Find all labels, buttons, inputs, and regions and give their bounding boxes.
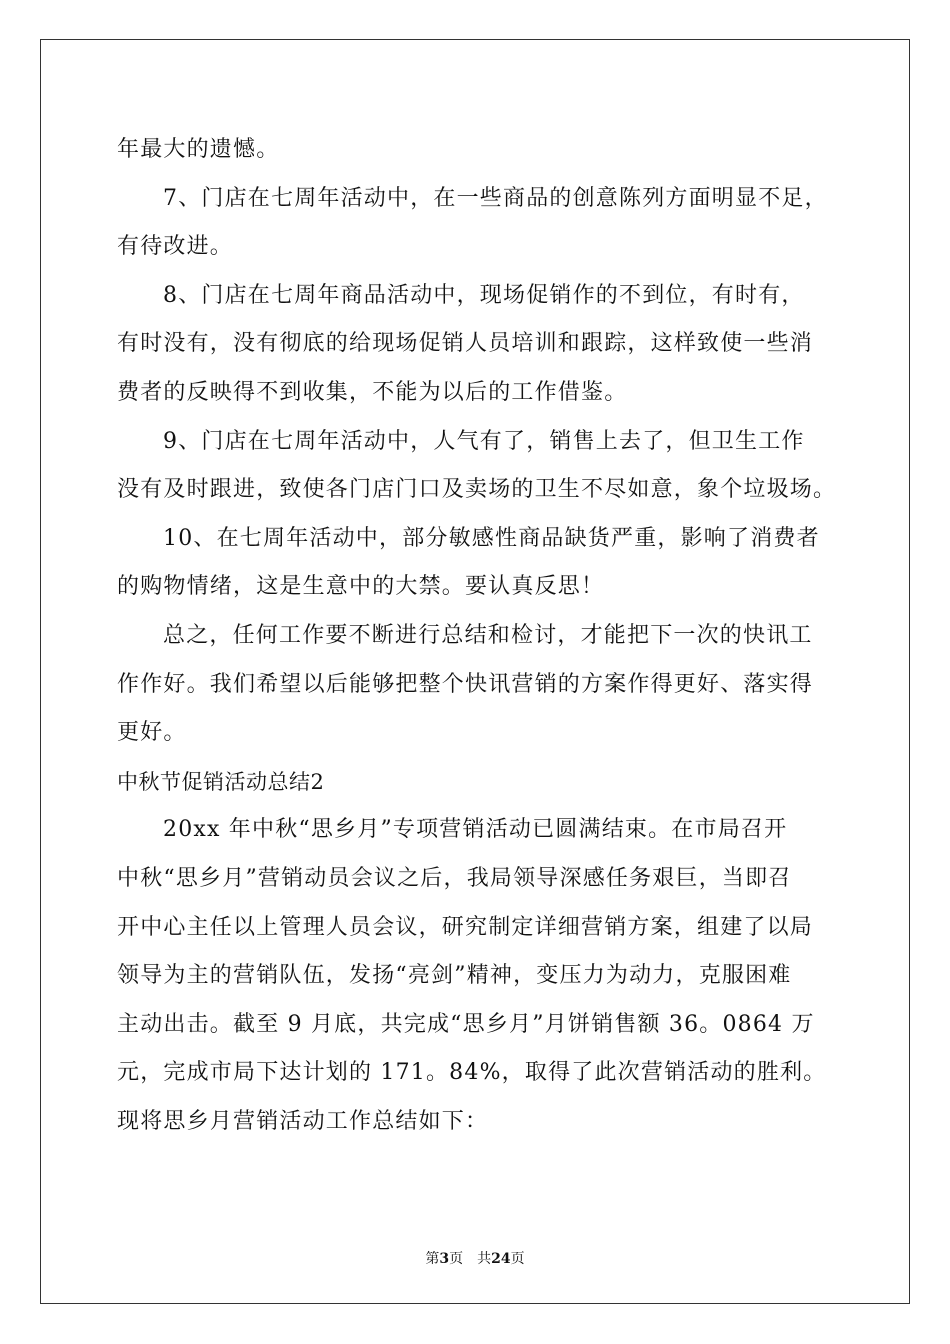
text-line: 领导为主的营销队伍，发扬“亮剑”精神，变压力为动力，克服困难	[117, 963, 792, 989]
text-line: 有时没有，没有彻底的给现场促销人员培训和跟踪，这样致使一些消	[117, 331, 814, 357]
text-line: 费者的反映得不到收集，不能为以后的工作借鉴。	[117, 379, 628, 405]
text-line: 开中心主任以上管理人员会议，研究制定详细营销方案，组建了以局	[117, 914, 814, 940]
section-heading: 中秋节促销活动总结2	[117, 769, 325, 794]
text-line: 10、在七周年活动中，部分敏感性商品缺货严重，影响了消费者	[163, 525, 820, 551]
text-line: 20xx 年中秋“思乡月”专项营销活动已圆满结束。在市局召开	[163, 817, 788, 843]
text-line: 的购物情绪，这是生意中的大禁。要认真反思！	[117, 574, 605, 600]
current-page-number: 3	[439, 1251, 450, 1267]
total-suffix: 页	[510, 1251, 525, 1267]
page-prefix: 第	[425, 1251, 440, 1267]
total-page-number: 24	[491, 1251, 511, 1267]
page-footer	[0, 1248, 950, 1268]
text-line: 年最大的遗憾。	[117, 137, 280, 162]
text-line: 更好。	[117, 720, 187, 746]
text-line: 7、门店在七周年活动中，在一些商品的创意陈列方面明显不足，	[163, 185, 828, 211]
text-line: 元，完成市局下达计划的 171。84%，取得了此次营销活动的胜利。	[117, 1060, 827, 1086]
text-line: 8、门店在七周年商品活动中，现场促销作的不到位，有时有，	[163, 282, 805, 308]
text-line: 总之，任何工作要不断进行总结和检讨，才能把下一次的快讯工	[163, 622, 813, 648]
text-line: 9、门店在七周年活动中，人气有了，销售上去了，但卫生工作	[163, 428, 805, 454]
page-suffix: 页	[449, 1251, 464, 1267]
text-line: 有待改进。	[117, 234, 234, 260]
text-line: 现将思乡月营销活动工作总结如下：	[117, 1108, 489, 1134]
text-line: 主动出击。截至 9 月底，共完成“思乡月”月饼销售额 36。0864 万	[117, 1011, 815, 1037]
text-line: 中秋“思乡月”营销动员会议之后，我局领导深感任务艰巨，当即召	[117, 865, 792, 891]
text-line: 作作好。我们希望以后能够把整个快讯营销的方案作得更好、落实得	[117, 671, 814, 697]
document-body	[117, 126, 857, 1146]
text-line: 没有及时跟进，致使各门店门口及卖场的卫生不尽如意，象个垃圾场。	[117, 477, 837, 503]
total-prefix: 共	[477, 1251, 492, 1267]
